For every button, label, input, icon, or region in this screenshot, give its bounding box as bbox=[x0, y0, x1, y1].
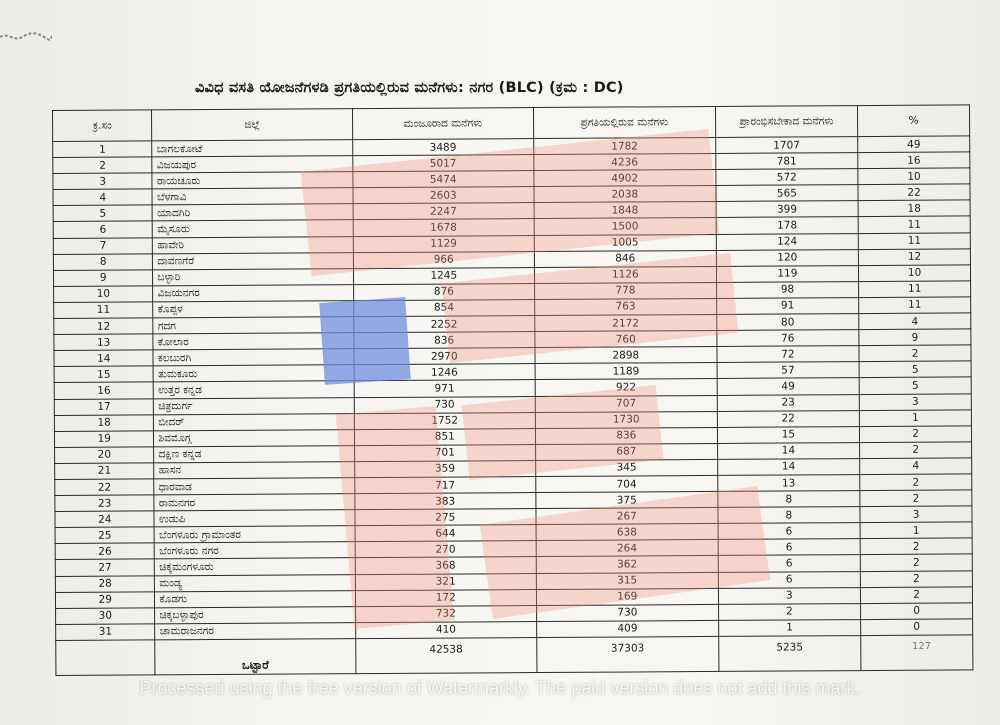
row-in-progress: 1005 bbox=[534, 234, 716, 251]
row-to-start: 781 bbox=[715, 153, 858, 170]
row-percent: 11 bbox=[858, 232, 970, 249]
row-to-start: 120 bbox=[716, 249, 859, 266]
row-percent: 9 bbox=[859, 329, 971, 346]
row-district: ಮೈಸೂರು bbox=[153, 220, 353, 237]
row-sn: 16 bbox=[54, 382, 154, 399]
row-to-start: 572 bbox=[715, 169, 858, 186]
row-to-start: 14 bbox=[717, 458, 860, 475]
row-in-progress: 375 bbox=[536, 492, 718, 509]
row-sn: 8 bbox=[53, 254, 153, 271]
row-district: ಬಾಗಲಕೋಟೆ bbox=[152, 140, 352, 157]
row-percent: 16 bbox=[858, 152, 970, 169]
row-district: ತುಮಕೂರು bbox=[154, 365, 354, 382]
row-sn: 31 bbox=[56, 624, 156, 641]
row-sn: 15 bbox=[54, 366, 154, 383]
row-in-progress: 1126 bbox=[535, 266, 717, 283]
row-in-progress: 730 bbox=[537, 604, 719, 621]
row-sanctioned: 5474 bbox=[352, 171, 534, 188]
row-in-progress: 169 bbox=[536, 588, 718, 605]
row-in-progress: 763 bbox=[535, 298, 717, 315]
row-to-start: 2 bbox=[718, 603, 861, 620]
row-sanctioned: 966 bbox=[353, 251, 535, 268]
row-sanctioned: 1246 bbox=[354, 364, 536, 381]
row-to-start: 565 bbox=[716, 185, 859, 202]
row-sanctioned: 851 bbox=[354, 428, 536, 445]
row-district: ವಿಜಯನಗರ bbox=[153, 285, 353, 302]
row-sanctioned: 876 bbox=[353, 283, 535, 300]
row-district: ರಾಮನಗರ bbox=[154, 494, 354, 511]
row-district: ಶಿವಮೊಗ್ಗ bbox=[154, 429, 354, 446]
row-to-start: 1707 bbox=[715, 137, 858, 154]
row-sanctioned: 5017 bbox=[352, 155, 534, 172]
row-percent: 0 bbox=[861, 603, 973, 620]
row-percent: 2 bbox=[859, 345, 971, 362]
row-in-progress: 1782 bbox=[534, 137, 716, 154]
row-percent: 2 bbox=[860, 490, 972, 507]
row-sn: 6 bbox=[53, 221, 153, 238]
row-percent: 3 bbox=[860, 506, 972, 523]
row-district: ವಿಜಯಪುರ bbox=[152, 156, 352, 173]
total-in-progress: 37303 bbox=[537, 636, 719, 672]
row-sn: 27 bbox=[55, 559, 155, 576]
row-sn: 19 bbox=[54, 431, 154, 448]
row-percent: 2 bbox=[860, 426, 972, 443]
row-in-progress: 2898 bbox=[535, 347, 717, 364]
row-in-progress: 1730 bbox=[535, 411, 717, 428]
row-district: ಬೆಂಗಳೂರು ನಗರ bbox=[155, 542, 355, 559]
row-to-start: 6 bbox=[718, 571, 861, 588]
row-district: ಗದಗ bbox=[153, 317, 353, 334]
header-percent: % bbox=[858, 105, 970, 137]
row-sn: 28 bbox=[55, 575, 155, 592]
row-sn: 26 bbox=[55, 543, 155, 560]
row-in-progress: 846 bbox=[534, 250, 716, 267]
row-percent: 4 bbox=[859, 313, 971, 330]
row-sn: 1 bbox=[53, 141, 153, 158]
row-sanctioned: 1752 bbox=[354, 412, 536, 429]
header-in-progress: ಪ್ರಗತಿಯಲ್ಲಿರುವ ಮನೆಗಳು bbox=[534, 106, 716, 138]
row-sanctioned: 854 bbox=[353, 299, 535, 316]
row-to-start: 15 bbox=[717, 426, 860, 443]
row-sanctioned: 275 bbox=[354, 509, 536, 526]
row-sn: 7 bbox=[53, 237, 153, 254]
row-percent: 1 bbox=[860, 522, 972, 539]
row-in-progress: 4902 bbox=[534, 170, 716, 187]
row-in-progress: 1500 bbox=[534, 218, 716, 235]
row-sn: 4 bbox=[53, 189, 153, 206]
row-sanctioned: 3489 bbox=[352, 139, 534, 156]
row-sanctioned: 1129 bbox=[353, 235, 535, 252]
row-sn: 2 bbox=[53, 157, 153, 174]
row-percent: 11 bbox=[859, 281, 971, 298]
binding-string-icon bbox=[0, 30, 52, 44]
row-in-progress: 4236 bbox=[534, 154, 716, 171]
row-percent: 3 bbox=[859, 393, 971, 410]
row-district: ಕೊಪ್ಪಳ bbox=[153, 301, 353, 318]
row-sn: 30 bbox=[56, 608, 156, 625]
row-sn: 21 bbox=[55, 463, 155, 480]
row-to-start: 14 bbox=[717, 442, 860, 459]
row-to-start: 178 bbox=[716, 217, 859, 234]
row-sn: 10 bbox=[54, 286, 154, 303]
row-percent: 5 bbox=[859, 361, 971, 378]
row-sn: 18 bbox=[54, 414, 154, 431]
row-sn: 25 bbox=[55, 527, 155, 544]
row-to-start: 124 bbox=[716, 233, 859, 250]
page-number: 127 bbox=[912, 641, 932, 652]
row-to-start: 119 bbox=[716, 265, 859, 282]
row-sanctioned: 172 bbox=[355, 589, 537, 606]
row-in-progress: 704 bbox=[536, 475, 718, 492]
row-to-start: 80 bbox=[716, 314, 859, 331]
row-to-start: 49 bbox=[717, 378, 860, 395]
row-to-start: 6 bbox=[718, 539, 861, 556]
row-district: ಯಾದಗಿರಿ bbox=[153, 204, 353, 221]
row-sanctioned: 359 bbox=[354, 460, 536, 477]
row-in-progress: 778 bbox=[535, 282, 717, 299]
header-to-start: ಪ್ರಾರಂಭಿಸಬೇಕಾದ ಮನೆಗಳು bbox=[715, 106, 858, 138]
row-in-progress: 315 bbox=[536, 572, 718, 589]
row-sanctioned: 2603 bbox=[352, 187, 534, 204]
row-district: ಚಾಮರಾಜನಗರ bbox=[155, 622, 355, 639]
row-in-progress: 836 bbox=[535, 427, 717, 444]
row-sanctioned: 971 bbox=[354, 380, 536, 397]
row-sn: 23 bbox=[55, 495, 155, 512]
table-body bbox=[53, 136, 973, 640]
row-to-start: 91 bbox=[716, 298, 859, 315]
row-sn: 13 bbox=[54, 334, 154, 351]
row-in-progress: 638 bbox=[536, 524, 718, 541]
row-in-progress: 362 bbox=[536, 556, 718, 573]
row-district: ರಾಯಚೂರು bbox=[152, 172, 352, 189]
row-in-progress: 409 bbox=[537, 620, 719, 637]
header-sn: ಕ್ರ.ಸಂ bbox=[53, 110, 153, 142]
row-to-start: 57 bbox=[717, 362, 860, 379]
row-sanctioned: 732 bbox=[355, 605, 537, 622]
row-to-start: 6 bbox=[718, 555, 861, 572]
row-district: ಬೆಳಗಾವಿ bbox=[152, 188, 352, 205]
row-in-progress: 1848 bbox=[534, 202, 716, 219]
row-to-start: 13 bbox=[717, 475, 860, 492]
total-row bbox=[56, 635, 973, 676]
row-district: ದಾವಣಗೆರೆ bbox=[153, 252, 353, 269]
row-sn: 24 bbox=[55, 511, 155, 528]
row-percent: 1 bbox=[860, 409, 972, 426]
header-sanctioned: ಮಂಜೂರಾದ ಮನೆಗಳು bbox=[352, 108, 534, 140]
row-in-progress: 760 bbox=[535, 331, 717, 348]
row-to-start: 6 bbox=[718, 523, 861, 540]
row-district: ಹಾವೇರಿ bbox=[153, 236, 353, 253]
row-sanctioned: 321 bbox=[355, 573, 537, 590]
row-sn: 14 bbox=[54, 350, 154, 367]
row-percent: 11 bbox=[858, 216, 970, 233]
row-percent: 2 bbox=[860, 570, 972, 587]
row-percent: 18 bbox=[858, 200, 970, 217]
row-sanctioned: 2252 bbox=[353, 316, 535, 333]
row-sn: 20 bbox=[55, 447, 155, 464]
row-sanctioned: 644 bbox=[355, 525, 537, 542]
row-in-progress: 345 bbox=[536, 459, 718, 476]
row-to-start: 98 bbox=[716, 281, 859, 298]
row-sanctioned: 270 bbox=[355, 541, 537, 558]
row-district: ಕೋಲಾರ bbox=[153, 333, 353, 350]
row-sanctioned: 383 bbox=[354, 493, 536, 510]
row-district: ಮಂಡ್ಯ bbox=[155, 574, 355, 591]
row-sn: 17 bbox=[54, 398, 154, 415]
row-in-progress: 1189 bbox=[535, 363, 717, 380]
row-percent: 2 bbox=[860, 442, 972, 459]
row-district: ದಕ್ಷಿಣ ಕನ್ನಡ bbox=[154, 445, 354, 462]
total-sanctioned: 42538 bbox=[355, 637, 537, 673]
total-label: ಒಟ್ಟಾರೆ bbox=[155, 639, 355, 675]
row-in-progress: 2172 bbox=[535, 314, 717, 331]
row-in-progress: 267 bbox=[536, 508, 718, 525]
row-district: ಕೊಡಗು bbox=[155, 590, 355, 607]
row-district: ಚಿತ್ರದುರ್ಗ bbox=[154, 397, 354, 414]
row-in-progress: 264 bbox=[536, 540, 718, 557]
row-in-progress: 2038 bbox=[534, 186, 716, 203]
row-percent: 22 bbox=[858, 184, 970, 201]
row-sn: 9 bbox=[53, 270, 153, 287]
row-in-progress: 687 bbox=[536, 443, 718, 460]
row-district: ಕಲಬುರಗಿ bbox=[153, 349, 353, 366]
row-sanctioned: 730 bbox=[354, 396, 536, 413]
row-to-start: 22 bbox=[717, 410, 860, 427]
row-sanctioned: 368 bbox=[355, 557, 537, 574]
row-district: ಉಡುಪಿ bbox=[154, 510, 354, 527]
row-district: ಧಾರವಾಡ bbox=[154, 478, 354, 495]
row-district: ಹಾಸನ bbox=[154, 462, 354, 479]
row-percent: 5 bbox=[859, 377, 971, 394]
row-to-start: 72 bbox=[717, 346, 860, 363]
data-table-container bbox=[52, 110, 972, 676]
row-district: ಬೆಂಗಳೂರು ಗ್ರಾಮಾಂತರ bbox=[155, 526, 355, 543]
row-sn: 12 bbox=[54, 318, 154, 335]
row-sanctioned: 2970 bbox=[353, 348, 535, 365]
row-sanctioned: 701 bbox=[354, 444, 536, 461]
row-in-progress: 922 bbox=[535, 379, 717, 396]
row-percent: 4 bbox=[860, 458, 972, 475]
row-percent: 10 bbox=[859, 265, 971, 282]
row-sn: 22 bbox=[55, 479, 155, 496]
row-district: ಬಳ್ಳಾರಿ bbox=[153, 268, 353, 285]
row-to-start: 8 bbox=[717, 491, 860, 508]
row-sn: 11 bbox=[54, 302, 154, 319]
row-percent: 49 bbox=[858, 136, 970, 153]
row-percent: 2 bbox=[860, 554, 972, 571]
row-to-start: 23 bbox=[717, 394, 860, 411]
row-percent: 12 bbox=[859, 249, 971, 266]
row-sn: 29 bbox=[55, 592, 155, 609]
row-to-start: 8 bbox=[718, 507, 861, 524]
row-sanctioned: 2247 bbox=[353, 203, 535, 220]
row-in-progress: 707 bbox=[535, 395, 717, 412]
row-to-start: 399 bbox=[716, 201, 859, 218]
row-district: ಚಿಕ್ಕಮಂಗಳೂರು bbox=[155, 558, 355, 575]
total-sn-cell bbox=[56, 640, 156, 676]
row-sanctioned: 1245 bbox=[353, 267, 535, 284]
row-to-start: 76 bbox=[716, 330, 859, 347]
row-district: ಉತ್ತರ ಕನ್ನಡ bbox=[154, 381, 354, 398]
row-sanctioned: 836 bbox=[353, 332, 535, 349]
row-sanctioned: 717 bbox=[354, 477, 536, 494]
row-to-start: 1 bbox=[718, 619, 861, 636]
row-sn: 5 bbox=[53, 205, 153, 222]
row-percent: 2 bbox=[860, 538, 972, 555]
row-percent: 11 bbox=[859, 297, 971, 314]
row-sn: 3 bbox=[53, 173, 153, 190]
row-percent: 0 bbox=[861, 619, 973, 636]
row-sanctioned: 410 bbox=[355, 621, 537, 638]
row-percent: 10 bbox=[858, 168, 970, 185]
row-district: ಚಿಕ್ಕಬಳ್ಳಾಪುರ bbox=[155, 606, 355, 623]
row-sanctioned: 1678 bbox=[353, 219, 535, 236]
housing-progress-table bbox=[52, 104, 973, 676]
row-district: ಬೀದರ್ bbox=[154, 413, 354, 430]
row-percent: 2 bbox=[860, 474, 972, 491]
page-title: ವಿವಿಧ ವಸತಿ ಯೋಜನೆಗಳಡಿ ಪ್ರಗತಿಯಲ್ಲಿರುವ ಮನೆಗಳು: ನಗರ (BLC) (ಕ್ರಮ : DC) bbox=[195, 80, 624, 96]
header-district: ಜಿಲ್ಲೆ bbox=[152, 109, 352, 141]
total-to-start: 5235 bbox=[718, 635, 861, 671]
watermark-text: Processed using the free version of Watermarkly. The paid version does not add this mark. bbox=[139, 678, 861, 698]
row-percent: 2 bbox=[861, 587, 973, 604]
row-to-start: 3 bbox=[718, 587, 861, 604]
